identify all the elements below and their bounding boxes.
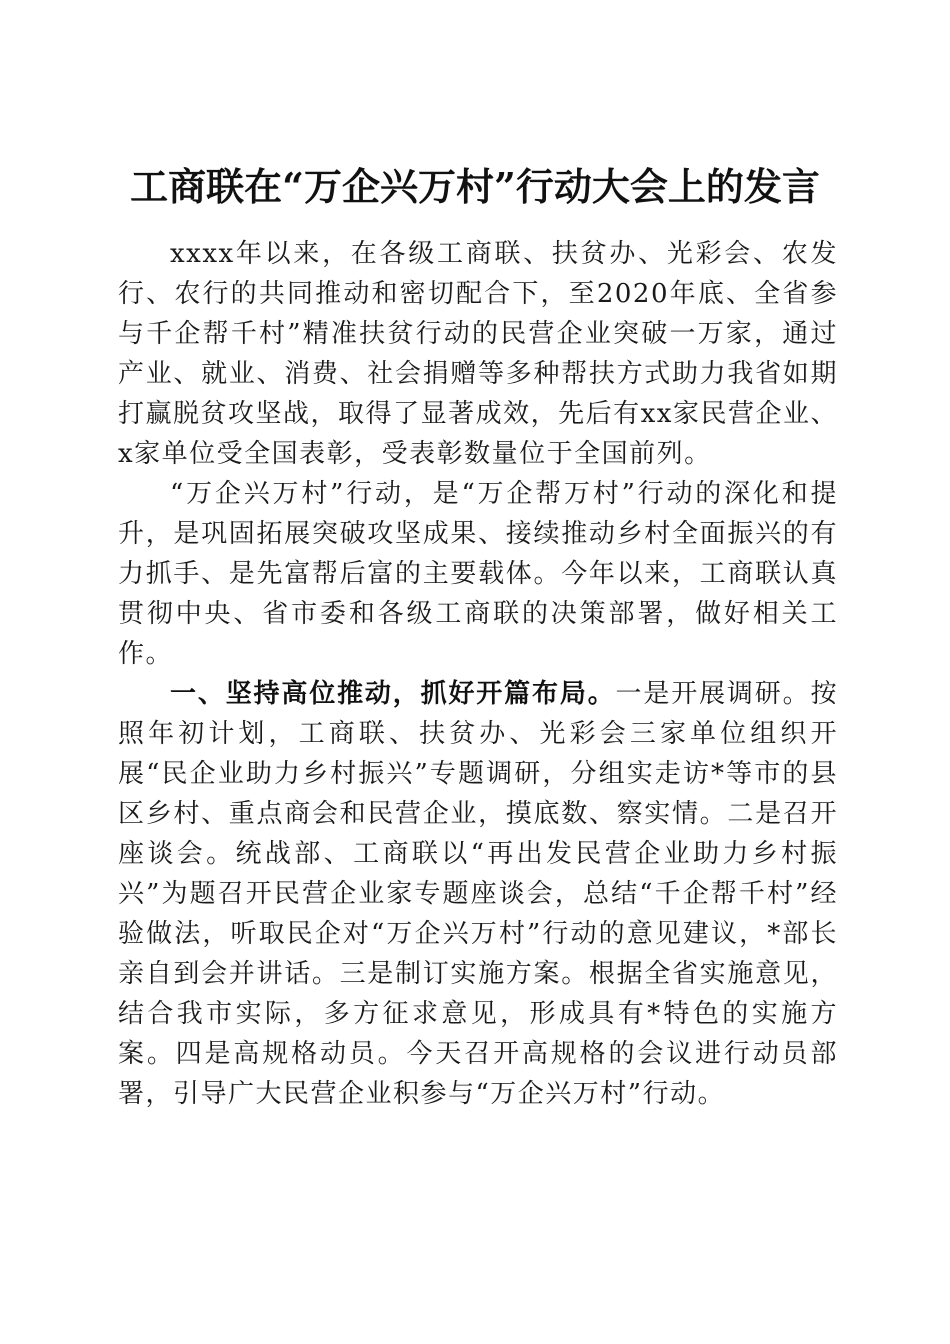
paragraph-3 xyxy=(118,674,838,1114)
document-body xyxy=(118,234,838,1114)
paragraph-1: xxxx年以来，在各级工商联、扶贫办、光彩会、农发行、农行的共同推动和密切配合下，至2020年底、全省参与千企帮千村”精准扶贫行动的民营企业突破一万家，通过产业、就业、消费、社会捐赠等多种帮扶方式助力我省如期打赢脱贫攻坚战，取得了显著成效，先后有xx家民营企业、x家单位受全国表彰，受表彰数量位于全国前列。 xyxy=(118,239,838,469)
section-heading: 一、坚持高位推动，抓好开篇布局。 xyxy=(170,679,616,709)
document-title: 工商联在“万企兴万村”行动大会上的发言 xyxy=(130,164,820,210)
paragraph-3-text: 一是开展调研。按照年初计划，工商联、扶贫办、光彩会三家单位组织开展“民企业助力乡村振兴”专题调研，分组实走访*等市的县区乡村、重点商会和民营企业，摸底数、察实情。二是召开座谈会。统战部、工商联以“再出发民营企业助力乡村振兴”为题召开民营企业家专题座谈会，总结“千企帮千村”经验做法，听取民企对“万企兴万村”行动的意见建议，*部长亲自到会并讲话。三是制订实施方案。根据全省实施意见，结合我市实际，多方征求意见，形成具有*特色的实施方案。四是高规格动员。今天召开高规格的会议进行动员部署，引导广大民营企业积参与“万企兴万村”行动。 xyxy=(118,679,838,1109)
paragraph-2: “万企兴万村”行动，是“万企帮万村”行动的深化和提升，是巩固拓展突破攻坚成果、接续推动乡村全面振兴的有力抓手、是先富帮后富的主要载体。今年以来，工商联认真贯彻中央、省市委和各级工商联的决策部署，做好相关工作。 xyxy=(118,479,838,669)
